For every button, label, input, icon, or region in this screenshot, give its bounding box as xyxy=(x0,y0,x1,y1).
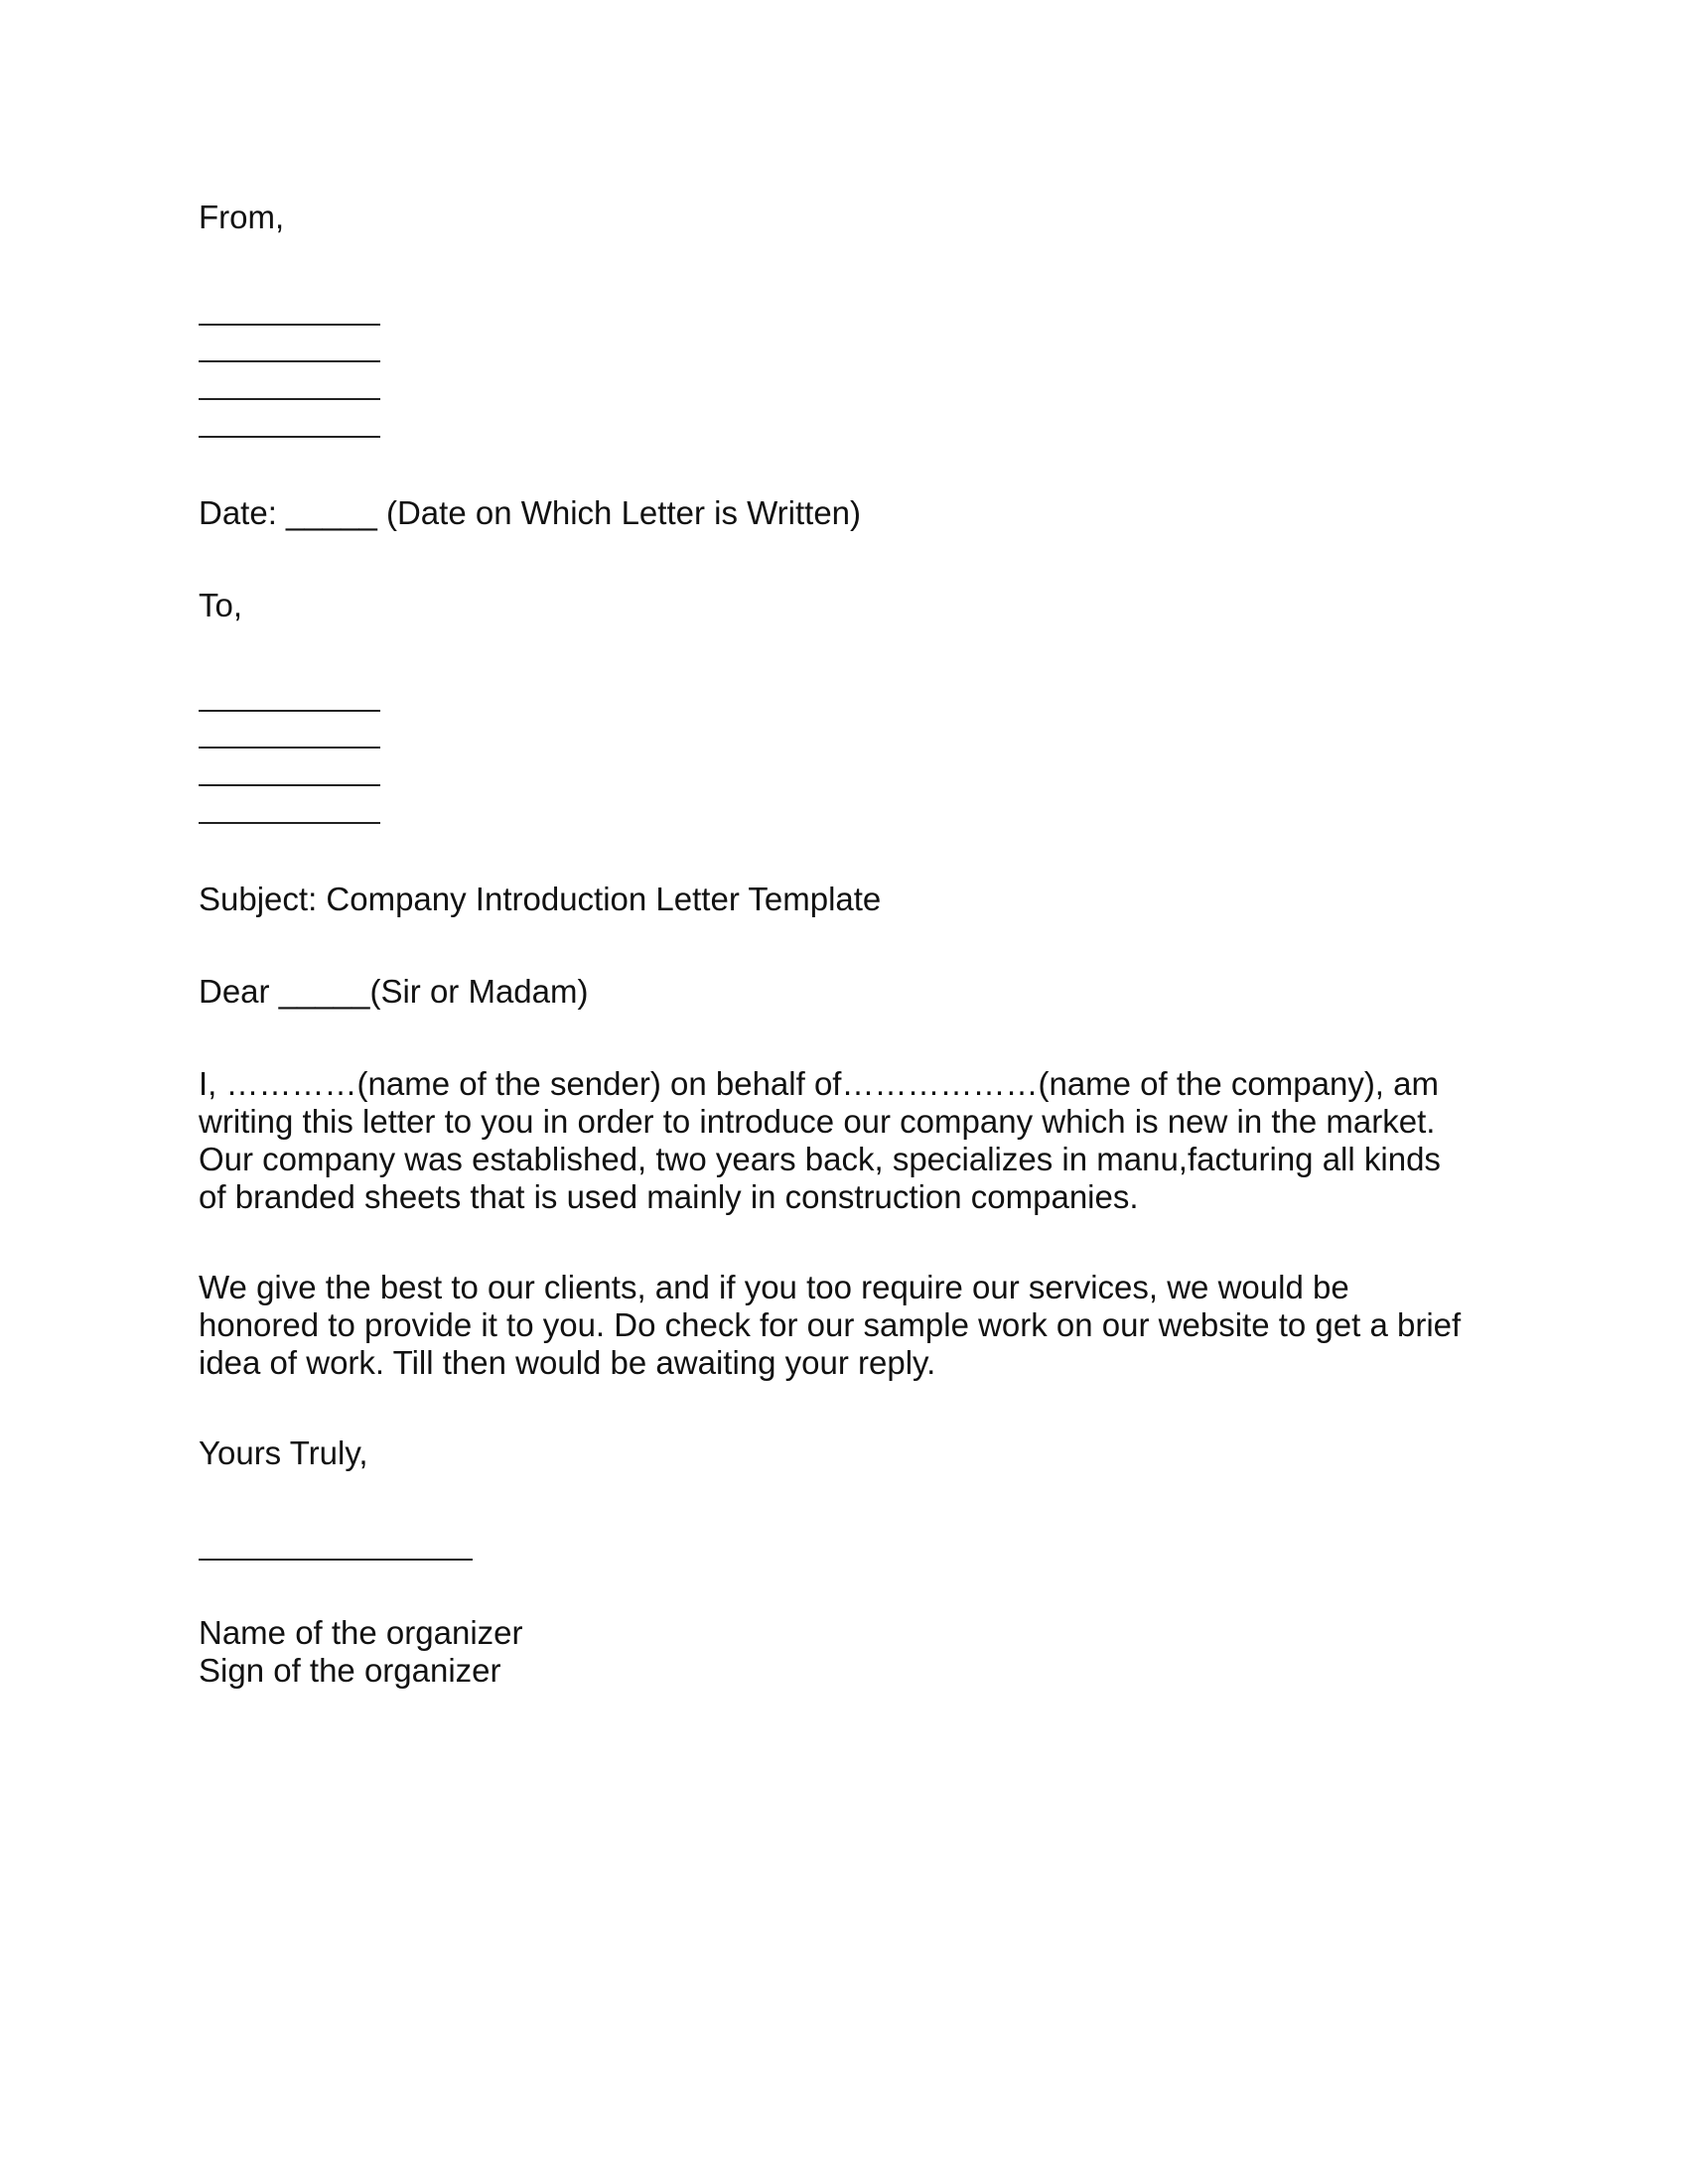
from-address-line-2 xyxy=(199,360,380,362)
date-line: Date: _____ (Date on Which Letter is Written) xyxy=(199,494,862,531)
body-paragraph-2-line: honored to provide it to you. Do check for our sample work on our website to get a brief xyxy=(199,1306,1462,1343)
to-address-line-3 xyxy=(199,784,380,786)
body-paragraph-1-line: of branded sheets that is used mainly in construction companies. xyxy=(199,1178,1139,1215)
body-paragraph-2-line: idea of work. Till then would be awaiting your reply. xyxy=(199,1344,936,1381)
to-label: To, xyxy=(199,587,243,623)
body-paragraph-2 xyxy=(199,1269,1489,1382)
body-paragraph-2-line: We give the best to our clients, and if you too require our services, we would be xyxy=(199,1269,1349,1305)
to-address-line-1 xyxy=(199,710,380,712)
body-paragraph-1-line: I, …………(name of the sender) on behalf of………………(name of the company), am xyxy=(199,1065,1439,1102)
closing: Yours Truly, xyxy=(199,1434,368,1471)
salutation: Dear _____(Sir or Madam) xyxy=(199,973,589,1010)
from-label: From, xyxy=(199,199,285,235)
to-address-line-4 xyxy=(199,822,380,824)
signature-line xyxy=(199,1559,473,1561)
from-address-line-3 xyxy=(199,398,380,400)
body-paragraph-1-line: writing this letter to you in order to introduce our company which is new in the market. xyxy=(199,1103,1436,1140)
to-address-line-2 xyxy=(199,747,380,749)
signature-name: Name of the organizer xyxy=(199,1614,523,1651)
body-paragraph-1-line: Our company was established, two years back, specializes in manu,facturing all kinds xyxy=(199,1141,1441,1177)
body-paragraph-1 xyxy=(199,1065,1489,1216)
from-address-line-4 xyxy=(199,436,380,438)
subject-line: Subject: Company Introduction Letter Template xyxy=(199,881,882,917)
from-address-line-1 xyxy=(199,324,380,326)
signature-sign: Sign of the organizer xyxy=(199,1652,501,1689)
